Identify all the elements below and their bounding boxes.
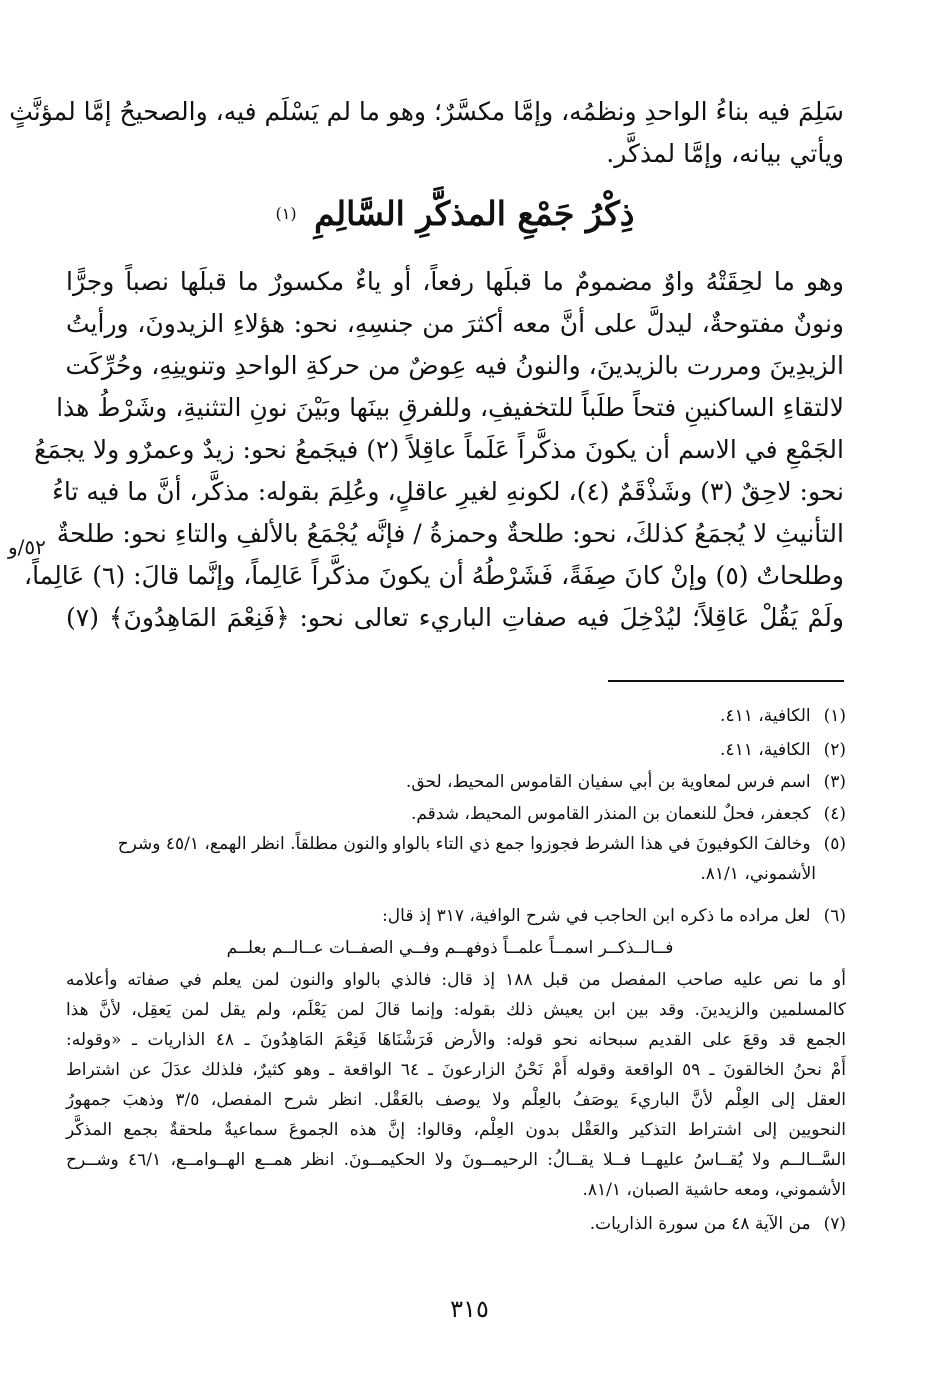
footnote-5-continued: الأشموني، ٨١/١. (700, 864, 816, 884)
footnote-6-line-9: الأشموني، ومعه حاشية الصبان، ٨١/١. (582, 1180, 846, 1200)
footnote-6-line-3: كالمسلمين والزيدينَ. وقد بين ابن يعيش ذلك بقوله: وإنما قالَ لمن يَعْلَم، ولم يقل لمن يَعقِل، لأنَّ هذا (66, 1000, 846, 1020)
footnote-6-line-8: السَّــالــم ولا يُقــاسُ عليهــا فــلا يقــالُ: الرحيمــونَ ولا الحكيمــونَ. انظر همــع الهــوامــع، ٤٦/١ وشــرح (66, 1150, 847, 1170)
footnote-6-line-4: الجمع قد وقعَ على القديم سبحانه نحو قوله: والأرض فَرَشْنَاهَا فَنِعْمَ المَاهِدُونَ ـ ٤٨ الذاريات ـ «وقوله: (66, 1030, 847, 1050)
footnote-number: (٧) (823, 1214, 846, 1234)
heading-text: ذِكْرُ جَمْعِ المذكَّرِ السَّالِمِ (314, 194, 635, 233)
page-number: ٣١٥ (450, 1295, 489, 1323)
footnote-text: الكافية، ٤١١. (720, 706, 811, 726)
footnote-number: (٤) (823, 804, 846, 824)
paragraph-line-3: الزيدِينَ ومررت بالزيدينَ، والنونُ فيه عِوضٌ من حركةِ الواحدِ وتنوينِهِ، وحُرِّكَت (65, 351, 844, 380)
footnote-1 (66, 702, 846, 730)
footnote-number: (٢) (823, 740, 846, 760)
footnote-5 (66, 830, 846, 858)
footnote-2 (66, 736, 846, 764)
footnote-number: (٣) (823, 772, 846, 792)
footnote-6 (66, 902, 846, 930)
paragraph-line-2: ونونٌ مفتوحةٌ، ليدلَّ على أنَّ معه أكثرَ من جنسِهِ، نحو: هؤلاءِ الزيدونَ، ورأيتُ (66, 309, 844, 338)
body-line-2: ويأتي بيانه، وإمَّا لمذكَّر. (606, 139, 844, 168)
manuscript-folio-marker: ٥٢/و (8, 535, 46, 559)
paragraph-line-4: لالتقاءِ الساكنينِ فتحاً طلَباً للتخفيفِ، وللفرقِ بينَها وبَيْنَ نونِ التثنيةِ، وشَرْطُ هذا (56, 393, 844, 422)
paragraph-line-7: التأنيثِ لا يُجمَعُ كذلكَ، نحو: طلحةٌ وحمزةُ / فإنَّه يُجْمَعُ بالألفِ والتاءِ نحو: طلحةٌ (56, 519, 844, 548)
paragraph-line-8: وطلحاتٌ (٥) وإنْ كانَ صِفَةً، فَشَرْطُهُ أن يكونَ مذكَّراً عَالِماً، وإنَّما قالَ: (٦) عَالِماً، (24, 561, 844, 590)
footnote-text: اسم فرس لمعاوية بن أبي سفيان القاموس المحيط، لحق. (405, 772, 811, 792)
footnote-7 (66, 1210, 846, 1238)
poetry-verse: فــالــذكــر اسمــاً علمــاً ذوفهــم وفــي الصفــات عــالــم بعلــم (226, 938, 674, 958)
footnote-text: من الآية ٤٨ من سورة الذاريات. (589, 1214, 811, 1234)
footnote-text: الكافية، ٤١١. (720, 740, 811, 760)
footnote-separator (608, 680, 844, 682)
footnote-text: لعل مراده ما ذكره ابن الحاجب في شرح الوافية، ٣١٧ إذ قال: (382, 906, 811, 926)
paragraph-line-5: الجَمْعِ في الاسم أن يكونَ مذكَّراً عَلَماً عاقِلاً (٢) فيجَمعُ نحو: زيدٌ وعمرٌو ولا يجمَعُ (34, 435, 844, 464)
footnote-6-line-6: العقل إلى العِلْم لأنَّ الباريءَ يوصَفُ بالعِلْم ولا يوصف بالعَقْل. انظر شرح المفصل، ٣/٥ وذهبَ جمهورُ (66, 1090, 846, 1110)
footnote-number: (٦) (823, 906, 846, 926)
footnote-6-line-5: أَمْ نحنُ الخالقونَ ـ ٥٩ الواقعة وقوله أَمْ نَحْنُ الزارعونَ ـ ٦٤ الواقعة ـ وهو كثيرٌ، فلذلك عدَلَ عن اشتراط (66, 1060, 846, 1080)
footnote-number: (١) (823, 706, 846, 726)
footnote-4 (66, 800, 846, 828)
footnote-text: وخالفَ الكوفيونَ في هذا الشرط فجوزوا جمع ذي التاء بالواو والنون مطلقاً. انظر الهمع، ٤٥/١ وشرح (117, 834, 811, 854)
footnote-text: كجعفر، فحلٌ للنعمان بن المنذر القاموس المحيط، شدقم. (410, 804, 811, 824)
body-line-1: سَلِمَ فيه بناءُ الواحدِ ونظمُه، وإمَّا مكسَّرٌ؛ وهو ما لم يَسْلَم فيه، والصحيحُ إمَّا لمؤنَّثٍ (9, 97, 844, 126)
footnote-6-line-2: أو ما نص عليه صاحب المفصل من قبل ١٨٨ إذ قال: فالذي بالواو والنون لمن يعلم في صفاته وأعلامه (66, 970, 846, 990)
footnote-number: (٥) (823, 834, 846, 854)
footnote-3 (66, 768, 846, 796)
paragraph-line-1: وهو ما لحِقَتْهُ واوٌ مضمومٌ ما قبلَها رفعاً، أو ياءٌ مكسورٌ ما قبلَها نصباً وجرًّا (66, 267, 844, 296)
heading-footnote-ref: (١) (275, 204, 297, 223)
footnote-6-line-7: النحويين إلى اشتراط التذكير والعَقْل بدون العِلْم، وقالوا: إنَّ هذه الجموعَ سماعيةٌ ملحقةٌ بجمع المذكَّر (66, 1120, 846, 1140)
paragraph-line-9: ولَمْ يَقُلْ عَاقِلاً؛ ليُدْخِلَ فيه صفاتِ الباريء تعالى نحو: ﴿فَنِعْمَ المَاهِدُونَ﴾ (٧) (66, 603, 844, 632)
section-heading (66, 186, 844, 242)
paragraph-line-6: نحو: لاحِقٌ (٣) وشَذْقَمٌ (٤)، لكونهِ لغيرِ عاقلٍ، وعُلِمَ بقوله: مذكَّر، أنَّ ما فيه تاءُ (52, 477, 844, 506)
